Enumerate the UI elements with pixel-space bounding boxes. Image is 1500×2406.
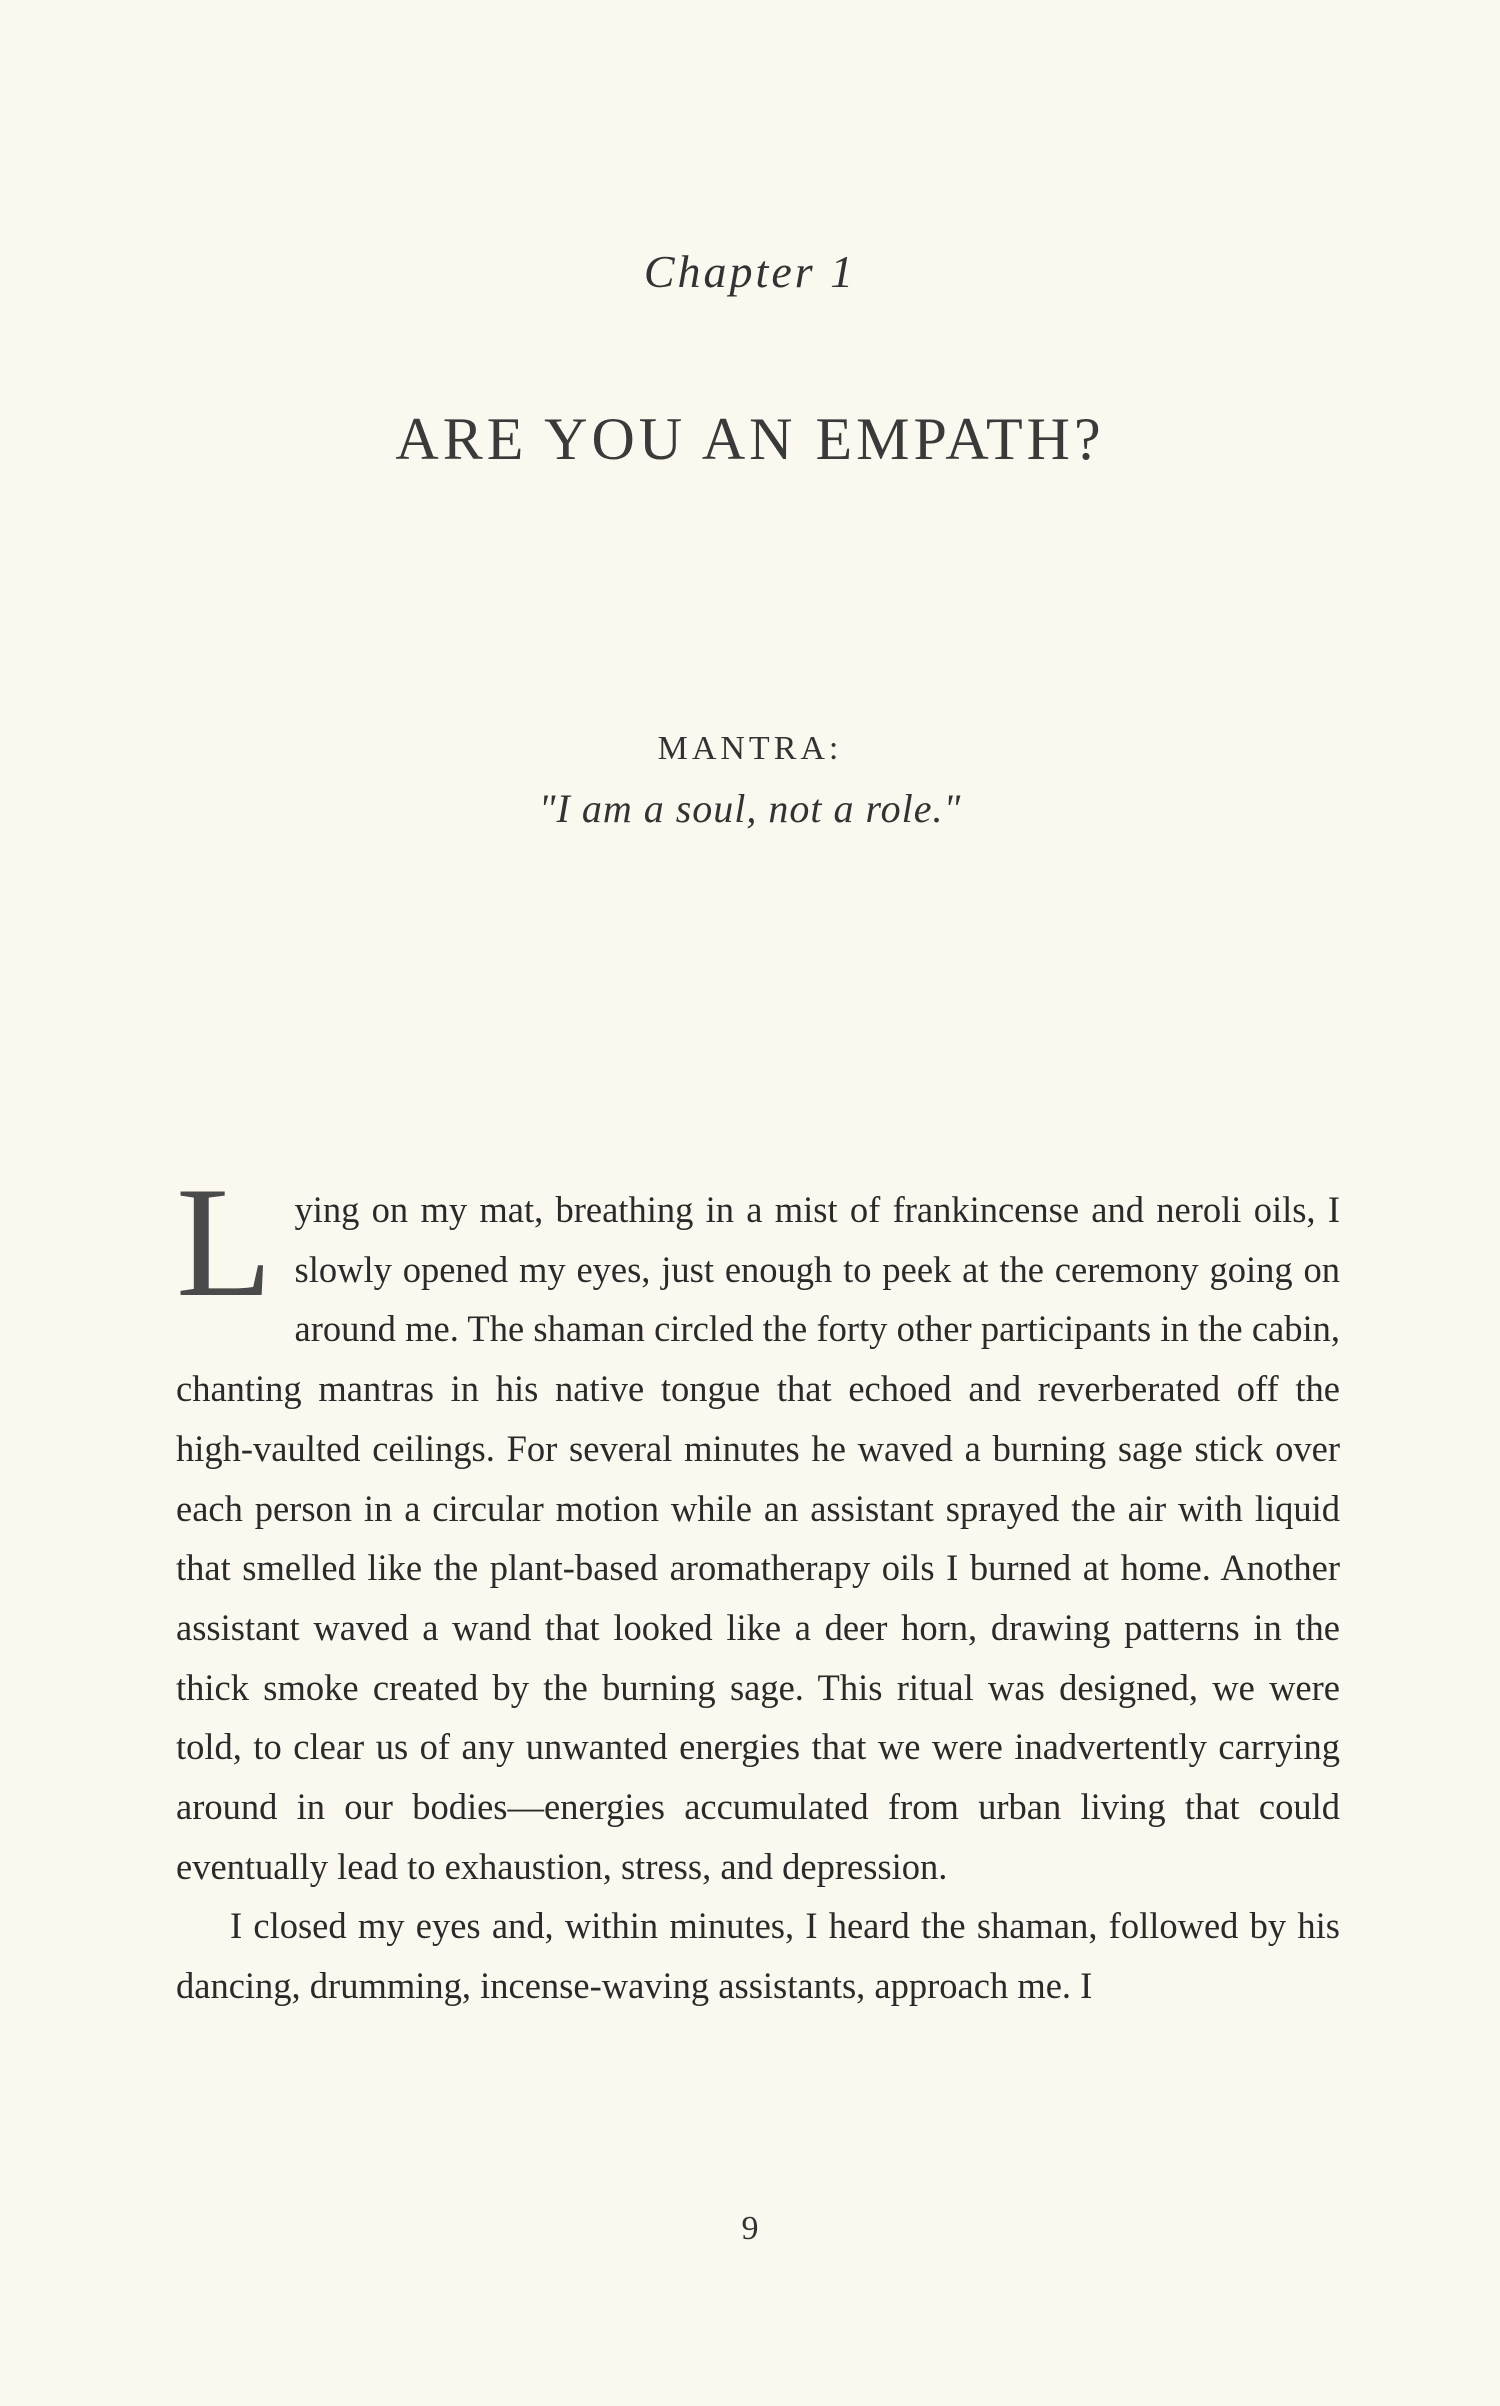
paragraph-1 [176, 1155, 1340, 1896]
drop-cap: L [176, 1155, 273, 1330]
chapter-title: ARE YOU AN EMPATH? [395, 406, 1105, 472]
paragraph-2: I closed my eyes and, within minutes, I heard the shaman, followed by his dancing, drumming, incense-waving assistants, approach me. I [176, 1905, 1340, 2007]
paragraph-1-text: ying on my mat, breathing in a mist of frankincense and neroli oils, I slowly opened my eyes, just enough to peek at the ceremony going on around me. The shaman circled the forty other participants in the cabin, chanting mantras in his native tongue that echoed and reverberated off the high-vaulted ceilings. For several minutes he waved a burning sage stick over each person in a circular motion while an assistant sprayed the air with liquid that smelled like the plant-based aromatherapy oils I burned at home. Another assistant waved a wand that looked like a deer horn, drawing patterns in the thick smoke created by the burning sage. This ritual was designed, we were told, to clear us of any unwanted energies that we were inadvertently carrying around in our bodies—energies accumulated from urban living that could eventually lead to exhaustion, stress, and depression. [176, 1189, 1340, 1887]
page-number: 9 [741, 2210, 759, 2247]
body-text [176, 1155, 1340, 2016]
chapter-label: Chapter 1 [643, 246, 857, 297]
mantra-text: "I am a soul, not a role." [538, 786, 962, 831]
mantra-label: MANTRA: [657, 730, 843, 767]
